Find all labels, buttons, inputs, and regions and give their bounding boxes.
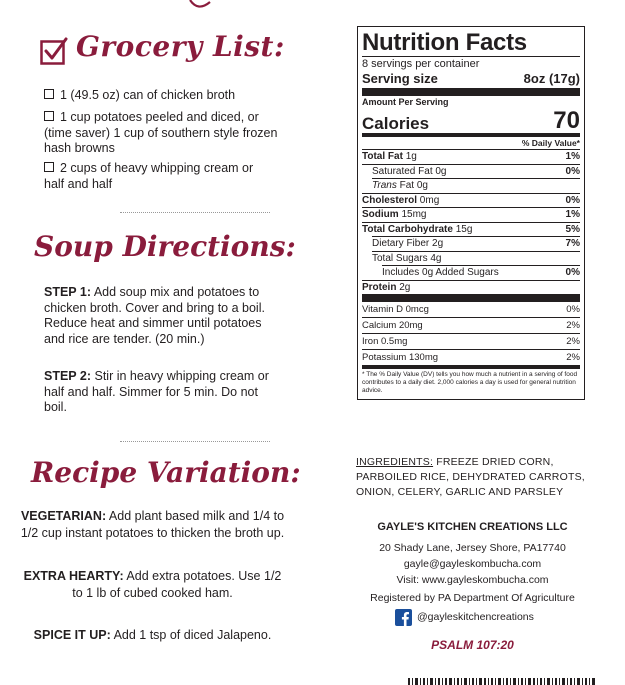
calories-row: Calories 70 xyxy=(362,107,580,134)
trans-fat-row: Trans Fat 0g xyxy=(372,180,428,191)
grocery-item: 1 cup potatoes peeled and diced, or (time saver) 1 cup of southern style frozen hash browns xyxy=(44,110,278,155)
servings-per-container: 8 servings per container xyxy=(362,58,480,70)
facebook-handle[interactable]: @gayleskitchencreations xyxy=(417,611,534,623)
calcium-row: Calcium 20mg 2% xyxy=(362,320,580,331)
company-address: 20 Shady Lane, Jersey Shore, PA17740 xyxy=(379,542,566,554)
total-fat-row: Total Fat 1g 1% xyxy=(362,151,580,162)
section-divider xyxy=(120,212,270,213)
checkbox-square-icon xyxy=(44,111,54,121)
checkbox-square-icon xyxy=(44,89,54,99)
psalm-reference: PSALM 107:20 xyxy=(431,638,514,652)
facebook-icon xyxy=(395,609,412,626)
total-sugars-row: Total Sugars 4g xyxy=(372,252,442,264)
checkbox-square-icon xyxy=(44,162,54,172)
registration-note: Registered by PA Department Of Agriculture xyxy=(370,592,575,604)
recipe-column xyxy=(0,0,300,685)
ingredients-text: FREEZE DRIED CORN, PARBOILED RICE, DEHYDRATED CARROTS, ONION, CELERY, GARLIC AND PARSLEY xyxy=(356,456,585,498)
sodium-row: Sodium 15mg 1% xyxy=(362,209,580,220)
vitamin-d-row: Vitamin D 0mcg 0% xyxy=(362,304,580,315)
dietary-fiber-row: Dietary Fiber 2g 7% xyxy=(372,238,580,249)
company-website[interactable]: Visit: www.gayleskombucha.com xyxy=(396,574,549,586)
checkmark-box-icon xyxy=(40,37,68,65)
ingredients-block xyxy=(356,455,591,500)
added-sugars-row: Includes 0g Added Sugars 0% xyxy=(382,267,580,278)
ingredients-label: INGREDIENTS: xyxy=(356,456,434,468)
serving-size-row: Serving size 8oz (17g) xyxy=(362,71,580,86)
total-carbohydrate-row: Total Carbohydrate 15g 5% xyxy=(362,223,580,235)
recipe-variation-heading: Recipe Variation: xyxy=(31,456,301,489)
variation-item: EXTRA HEARTY: Add extra potatoes. Use 1/2 to 1 lb of cubed cooked ham. xyxy=(23,569,282,600)
barcode-icon xyxy=(408,678,596,685)
grocery-list-heading: Grocery List: xyxy=(76,30,285,63)
nutrition-facts-title: Nutrition Facts xyxy=(362,29,527,56)
iron-row: Iron 0.5mg 2% xyxy=(362,336,580,347)
script-swash-decoration xyxy=(188,0,212,10)
amount-per-serving-label: Amount Per Serving xyxy=(362,97,449,107)
company-name: GAYLE'S KITCHEN CREATIONS LLC xyxy=(377,521,568,533)
company-email[interactable]: gayle@gayleskombucha.com xyxy=(403,558,542,570)
cholesterol-row: Cholesterol 0mg 0% xyxy=(362,194,580,206)
nutrition-facts-panel xyxy=(357,26,585,400)
protein-row: Protein 2g xyxy=(362,281,411,293)
variation-item: VEGETARIAN: Add plant based milk and 1/4 to 1/2 cup instant potatoes to thicken the broth up. xyxy=(20,509,285,540)
direction-step: STEP 1: Add soup mix and potatoes to chicken broth. Cover and bring to a boil. Reduce heat and simmer until potatoes and rice are tender. (20 min.) xyxy=(44,285,265,346)
direction-step: STEP 2: Stir in heavy whipping cream or half and half. Simmer for 5 min. Do not boil. xyxy=(44,369,269,414)
potassium-row: Potassium 130mg 2% xyxy=(362,352,580,363)
grocery-item: 1 (49.5 oz) can of chicken broth xyxy=(44,88,269,104)
daily-value-header: % Daily Value* xyxy=(521,138,580,148)
saturated-fat-row: Saturated Fat 0g 0% xyxy=(372,165,580,177)
soup-directions-heading: Soup Directions: xyxy=(34,230,296,263)
daily-value-footnote: * The % Daily Value (DV) tells you how much a nutrient in a serving of food contributes to a daily diet. 2,000 calories a day is used for general nutrition advice. xyxy=(362,371,578,394)
grocery-item: 2 cups of heavy whipping cream or half and half xyxy=(44,161,254,191)
variation-item: SPICE IT UP: Add 1 tsp of diced Jalapeno. xyxy=(33,628,272,642)
section-divider xyxy=(120,441,270,442)
